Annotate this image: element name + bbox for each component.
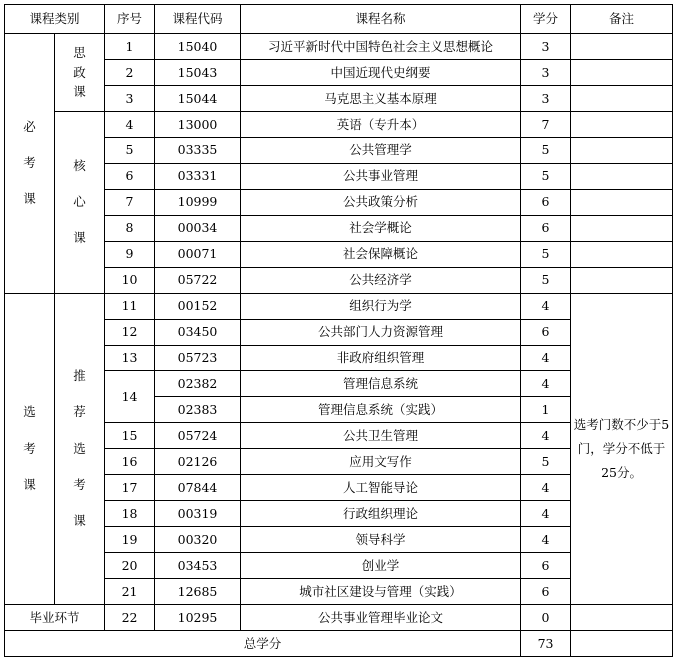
- group-recommended: 推 荐 选 考 课: [55, 293, 105, 604]
- row-name: 公共事业管理: [241, 163, 521, 189]
- row-seq: 19: [105, 527, 155, 553]
- row-name: 创业学: [241, 553, 521, 579]
- row-code: 00034: [155, 215, 241, 241]
- row-name: 社会保障概论: [241, 241, 521, 267]
- row-credit: 4: [521, 527, 571, 553]
- row-seq: 7: [105, 189, 155, 215]
- header-credit: 学分: [521, 5, 571, 34]
- group-graduation: 毕业环节: [5, 605, 105, 631]
- row-code: 02382: [155, 371, 241, 397]
- row-seq: 2: [105, 60, 155, 86]
- row-code: 05723: [155, 345, 241, 371]
- table-row: [5, 293, 673, 319]
- row-code: 03335: [155, 137, 241, 163]
- table-row: [5, 163, 673, 189]
- row-credit: 4: [521, 501, 571, 527]
- row-code: 03331: [155, 163, 241, 189]
- row-seq: 20: [105, 553, 155, 579]
- row-credit: 5: [521, 267, 571, 293]
- row-credit: 5: [521, 449, 571, 475]
- row-credit: 3: [521, 34, 571, 60]
- row-seq: 21: [105, 579, 155, 605]
- total-label: 总学分: [5, 630, 521, 656]
- row-seq: 8: [105, 215, 155, 241]
- header-row: [5, 5, 673, 34]
- row-remark: [571, 215, 673, 241]
- row-name: 公共管理学: [241, 137, 521, 163]
- table-row: [5, 137, 673, 163]
- row-code: 02383: [155, 397, 241, 423]
- row-code: 15044: [155, 85, 241, 111]
- row-remark: [571, 137, 673, 163]
- elective-remark: 选考门数不少于5门，学分不低于25分。: [571, 293, 673, 604]
- row-credit: 4: [521, 345, 571, 371]
- row-credit: 4: [521, 423, 571, 449]
- row-seq: 3: [105, 85, 155, 111]
- row-seq: 17: [105, 475, 155, 501]
- row-name: 管理信息系统: [241, 371, 521, 397]
- total-remark: [571, 630, 673, 656]
- row-seq: 9: [105, 241, 155, 267]
- header-category: 课程类别: [5, 5, 105, 34]
- row-name: 城市社区建设与管理（实践）: [241, 579, 521, 605]
- row-name: 应用文写作: [241, 449, 521, 475]
- header-remark: 备注: [571, 5, 673, 34]
- table-row: [5, 85, 673, 111]
- row-remark: [571, 163, 673, 189]
- row-code: 05724: [155, 423, 241, 449]
- course-plan-table: [4, 4, 673, 657]
- row-seq: 13: [105, 345, 155, 371]
- row-seq: 18: [105, 501, 155, 527]
- row-seq: 16: [105, 449, 155, 475]
- row-name: 社会学概论: [241, 215, 521, 241]
- row-code: 13000: [155, 111, 241, 137]
- row-name: 非政府组织管理: [241, 345, 521, 371]
- row-credit: 6: [521, 579, 571, 605]
- row-seq: 14: [105, 371, 155, 423]
- row-name: 公共卫生管理: [241, 423, 521, 449]
- row-remark: [571, 241, 673, 267]
- row-remark: [571, 111, 673, 137]
- total-value: 73: [521, 630, 571, 656]
- row-code: 15043: [155, 60, 241, 86]
- total-row: [5, 630, 673, 656]
- row-credit: 6: [521, 215, 571, 241]
- table-row: [5, 111, 673, 137]
- row-code: 00319: [155, 501, 241, 527]
- group-required: 必 考 课: [5, 34, 55, 294]
- row-code: 03450: [155, 319, 241, 345]
- row-remark: [571, 85, 673, 111]
- row-credit: 4: [521, 371, 571, 397]
- row-credit: 5: [521, 241, 571, 267]
- group-core: 核 心 课: [55, 111, 105, 293]
- row-remark: [571, 189, 673, 215]
- row-seq: 22: [105, 605, 155, 631]
- row-code: 10999: [155, 189, 241, 215]
- table-row: [5, 189, 673, 215]
- row-seq: 4: [105, 111, 155, 137]
- row-credit: 6: [521, 189, 571, 215]
- row-name: 公共政策分析: [241, 189, 521, 215]
- row-credit: 3: [521, 60, 571, 86]
- row-credit: 5: [521, 137, 571, 163]
- row-credit: 6: [521, 319, 571, 345]
- row-credit: 4: [521, 475, 571, 501]
- row-remark: [571, 267, 673, 293]
- row-name: 英语（专升本）: [241, 111, 521, 137]
- table-row: [5, 605, 673, 631]
- row-name: 行政组织理论: [241, 501, 521, 527]
- row-seq: 15: [105, 423, 155, 449]
- row-code: 12685: [155, 579, 241, 605]
- row-code: 05722: [155, 267, 241, 293]
- row-code: 00152: [155, 293, 241, 319]
- row-credit: 7: [521, 111, 571, 137]
- row-name: 习近平新时代中国特色社会主义思想概论: [241, 34, 521, 60]
- group-elective: 选 考 课: [5, 293, 55, 604]
- row-name: 管理信息系统（实践）: [241, 397, 521, 423]
- row-code: 00071: [155, 241, 241, 267]
- row-seq: 1: [105, 34, 155, 60]
- row-code: 03453: [155, 553, 241, 579]
- row-remark: [571, 60, 673, 86]
- header-name: 课程名称: [241, 5, 521, 34]
- table-row: [5, 241, 673, 267]
- row-name: 人工智能导论: [241, 475, 521, 501]
- row-remark: [571, 605, 673, 631]
- row-seq: 10: [105, 267, 155, 293]
- header-code: 课程代码: [155, 5, 241, 34]
- row-code: 15040: [155, 34, 241, 60]
- row-name: 马克思主义基本原理: [241, 85, 521, 111]
- row-name: 公共经济学: [241, 267, 521, 293]
- row-credit: 4: [521, 293, 571, 319]
- group-ideology: 思 政 课: [55, 34, 105, 112]
- row-name: 公共事业管理毕业论文: [241, 605, 521, 631]
- row-credit: 0: [521, 605, 571, 631]
- row-code: 10295: [155, 605, 241, 631]
- row-credit: 5: [521, 163, 571, 189]
- table-row: [5, 60, 673, 86]
- row-remark: [571, 34, 673, 60]
- row-code: 07844: [155, 475, 241, 501]
- table-row: [5, 34, 673, 60]
- header-seq: 序号: [105, 5, 155, 34]
- row-name: 中国近现代史纲要: [241, 60, 521, 86]
- row-code: 02126: [155, 449, 241, 475]
- row-seq: 12: [105, 319, 155, 345]
- table-row: [5, 267, 673, 293]
- row-seq: 11: [105, 293, 155, 319]
- row-code: 00320: [155, 527, 241, 553]
- row-name: 组织行为学: [241, 293, 521, 319]
- row-name: 领导科学: [241, 527, 521, 553]
- row-name: 公共部门人力资源管理: [241, 319, 521, 345]
- row-seq: 5: [105, 137, 155, 163]
- table-row: [5, 215, 673, 241]
- row-credit: 6: [521, 553, 571, 579]
- row-seq: 6: [105, 163, 155, 189]
- row-credit: 1: [521, 397, 571, 423]
- row-credit: 3: [521, 85, 571, 111]
